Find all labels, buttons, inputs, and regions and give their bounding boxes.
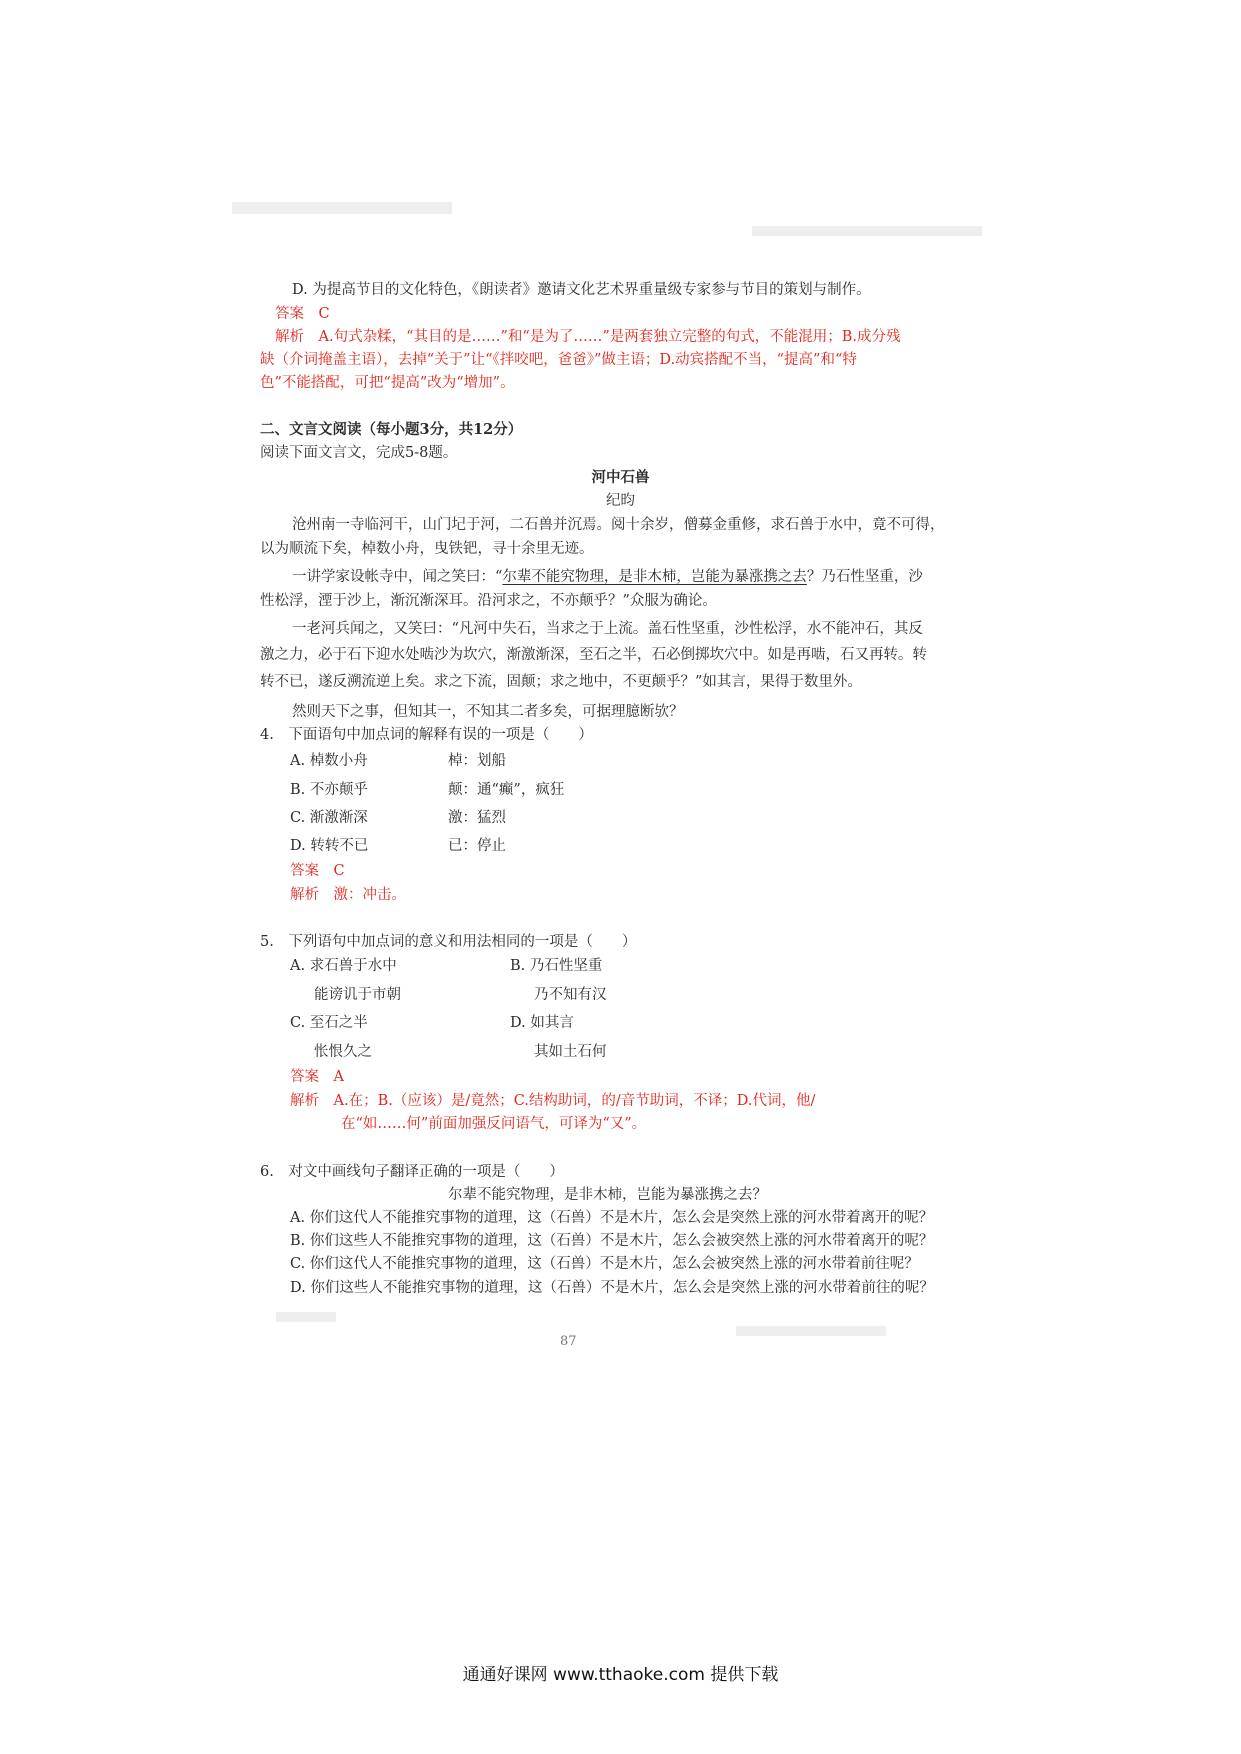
passage-p1-line1: 沧州南一寺临河干，山门圮于河，二石兽并沉焉。阅十余岁，僧募金重修，求石兽于水中，竟不可得， <box>292 517 945 533</box>
q5-option-b1: B. 乃石性坚重 <box>510 958 603 974</box>
q4-option-b-left: B. 不亦颠乎 <box>290 782 368 798</box>
passage-p2-line2: 性松浮，湮于沙上，渐沉渐深耳。沿河求之，不亦颠乎？”众服为确论。 <box>260 593 717 609</box>
q4-option-a-right: 棹：划船 <box>448 753 506 769</box>
scan-footer-left <box>276 1312 336 1322</box>
footer-credit: 通通好课网 www.tthaoke.com 提供下载 <box>462 1665 779 1685</box>
q6-sentence: 尔辈不能究物理，是非木柿，岂能为暴涨携之去？ <box>448 1187 767 1203</box>
q5-option-d1: D. 如其言 <box>510 1015 574 1031</box>
passage-p3-line2: 激之力，必于石下迎水处啮沙为坎穴，渐激渐深，至石之半，石必倒掷坎穴中。如是再啮，石又再转。转 <box>260 647 927 663</box>
passage-p3-line1: 一老河兵闻之，又笑曰：“凡河中失石，当求之于上流。盖石性坚重，沙性松浮，水不能冲石，其反 <box>292 621 923 637</box>
q4-option-d-left: D. 转转不已 <box>290 838 369 854</box>
q5-option-c1: C. 至石之半 <box>290 1015 368 1031</box>
q5-answer: 答案 A <box>290 1069 344 1085</box>
scan-footer-right <box>736 1326 886 1336</box>
passage-p2-line1-end: ？乃石性坚重，沙 <box>806 569 923 585</box>
q5-option-a1: A. 求石兽于水中 <box>290 958 397 974</box>
q4-option-d-right: 已：停止 <box>448 838 506 854</box>
q6-stem: 6. 对文中画线句子翻译正确的一项是（ ） <box>260 1164 564 1180</box>
scan-header-right <box>752 226 982 236</box>
q5-analysis-2: 在“如……何”前面加强反问语气，可译为“又”。 <box>341 1116 647 1132</box>
q6-option-d: D. 你们这些人不能推究事物的道理，这（石兽）不是木片，怎么会是突然上涨的河水带着前往的呢？ <box>290 1280 934 1296</box>
q4-option-c-left: C. 渐激渐深 <box>290 810 368 826</box>
section-instruction: 阅读下面文言文，完成5-8题。 <box>260 445 458 461</box>
q5-option-a2: 能谤讥于市朝 <box>314 987 401 1003</box>
q5-option-c2: 怅恨久之 <box>314 1044 372 1060</box>
passage-p3-line3: 转不已，遂反溯流逆上矣。求之下流，固颠；求之地中，不更颠乎？”如其言，果得于数里外。 <box>260 674 862 690</box>
q4-option-a-left: A. 棹数小舟 <box>290 753 368 769</box>
q6-option-c: C. 你们这代人不能推究事物的道理，这（石兽）不是木片，怎么会被突然上涨的河水带着前往呢？ <box>290 1256 919 1272</box>
q4-answer: 答案 C <box>290 863 345 879</box>
passage-author: 纪昀 <box>606 493 635 509</box>
page-number: 87 <box>560 1334 577 1349</box>
passage-p2-line1 <box>292 568 923 586</box>
q5-option-d2: 其如土石何 <box>534 1044 607 1060</box>
q3-analysis-1: 解析 A.句式杂糅，“其目的是……”和“是为了……”是两套独立完整的句式，不能混用；B.成分残 <box>275 329 901 345</box>
passage-p1-line2: 以为顺流下矣，棹数小舟，曳铁钯，寻十余里无迹。 <box>260 541 594 557</box>
q3-option-d: D. 为提高节目的文化特色，《朗读者》邀请文化艺术界重量级专家参与节目的策划与制作。 <box>292 282 871 298</box>
q4-stem: 4. 下面语句中加点词的解释有误的一项是（ ） <box>260 727 593 743</box>
q4-option-b-right: 颠：通“癫”，疯狂 <box>448 782 565 798</box>
q5-option-b2: 乃不知有汉 <box>534 987 607 1003</box>
underlined-sentence: 尔辈不能究物理，是非木柿，岂能为暴涨携之去 <box>502 569 807 585</box>
q3-answer: 答案 C <box>275 306 330 322</box>
scan-header-left <box>232 202 452 214</box>
q5-analysis-1: 解析 A.在；B.（应该）是/竟然；C.结构助词，的/音节助词，不译；D.代词，他/ <box>290 1093 816 1109</box>
passage-p2-line1-start: 一讲学家设帐寺中，闻之笑曰：“ <box>292 569 503 585</box>
section-heading: 二、文言文阅读（每小题3分，共12分） <box>260 421 523 438</box>
q3-analysis-2: 缺（介词掩盖主语），去掉“关于”让“《拌咬吧，爸爸》”做主语；D.动宾搭配不当，“提高”和“特 <box>260 352 857 368</box>
q6-option-b: B. 你们这些人不能推究事物的道理，这（石兽）不是木片，怎么会被突然上涨的河水带着离开的呢？ <box>290 1233 934 1249</box>
passage-title: 河中石兽 <box>591 469 650 486</box>
passage-p4: 然则天下之事，但知其一，不知其二者多矣，可据理臆断欤？ <box>292 704 684 720</box>
q5-stem: 5. 下列语句中加点词的意义和用法相同的一项是（ ） <box>260 934 637 950</box>
q6-option-a: A. 你们这代人不能推究事物的道理，这（石兽）不是木片，怎么会是突然上涨的河水带着离开的呢？ <box>290 1210 934 1226</box>
q3-analysis-3: 色”不能搭配，可把“提高”改为“增加”。 <box>260 375 515 391</box>
q4-analysis: 解析 激：冲击。 <box>290 887 406 903</box>
q4-option-c-right: 激：猛烈 <box>448 810 506 826</box>
